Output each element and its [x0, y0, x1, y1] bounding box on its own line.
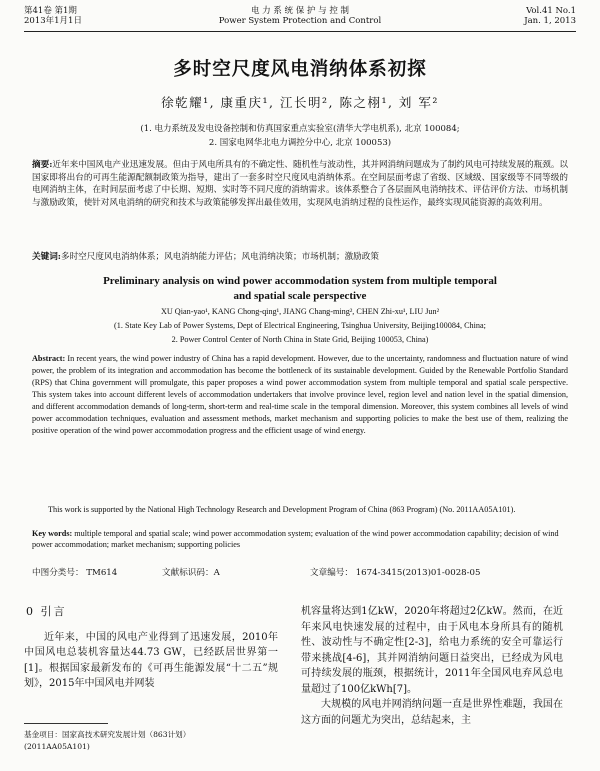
- support-note-en: This work is supported by the National High Technology Research and Development Program of China (863 Program) (No. 2011AA05A101).: [48, 505, 516, 514]
- funding-line2: (2011AA05A101): [24, 742, 90, 751]
- volume-issue: 第41卷 第1期: [24, 6, 77, 16]
- volume-issue-en: Vol.41 No.1: [526, 6, 576, 16]
- keywords-en: [32, 528, 568, 550]
- keywords-zh-label: 关键词:: [32, 252, 61, 262]
- affiliation-2: 2. 国家电网华北电力调控分中心, 北京 100053): [208, 138, 392, 148]
- affiliation-en-1: (1. State Key Lab of Power Systems, Dept of Electrical Engineering, Tsinghua University, Beijing100084, China;: [114, 321, 486, 330]
- author-list-en: XU Qian-yao¹, KANG Chong-qing¹, JIANG Chang-ming², CHEN Zhi-xu¹, LIU Jun²: [160, 307, 440, 316]
- header-rule: [24, 31, 576, 32]
- article-number: 文章编号： 1674-3415(2013)01-0028-05: [310, 568, 481, 578]
- body-paragraph: 大规模的风电并网消纳问题一直是世界性难题，我国在这方面的问题尤为突出，总结起来，主: [301, 699, 563, 726]
- clc-number: 中图分类号： TM614: [32, 568, 118, 578]
- abstract-zh-text: 近年来中国风电产业迅速发展。但由于风电所具有的不确定性、随机性与波动性，其并网消纳问题成为了制约风电可持续发展的瓶颈。以国家即将出台的可再生能源配额制政策为指导，建出了一套多时空尺度风电消纳体系。在空间层面考虑了省级、区域级、国家级等不同等级的电网消纳主体，在时间层面考虑了中长期、短期、实时等不同尺度的消纳需求。该体系整合了各层面风电消纳技术、评估评价方法、市场机制与激励政策，使针对风电消纳的研究和技术与政策能够发挥出最佳效用，实现风电消纳过程的良性运作，最终实现风能资源的高效利用。: [32, 160, 569, 208]
- funding-line1: 基金项目：国家高技术研究发展计划（863计划）: [24, 730, 191, 739]
- keywords-zh: [32, 251, 568, 263]
- abstract-en-label: Abstract:: [32, 354, 66, 363]
- header-right: [456, 6, 576, 26]
- keywords-zh-text: 多时空尺度风电消纳体系；风电消纳能力评估；风电消纳决策；市场机制；激励政策: [60, 252, 379, 262]
- affiliations: [0, 122, 600, 150]
- journal-name-zh: 电 力 系 统 保 护 与 控 制: [250, 6, 350, 16]
- abstract-en: [32, 353, 568, 437]
- document-code: 文献标识码：A: [162, 568, 220, 578]
- section-heading-intro: 0 引言: [26, 605, 67, 618]
- abstract-zh: [32, 159, 568, 209]
- issue-date-en: Jan. 1, 2013: [524, 16, 576, 26]
- abstract-zh-label: 摘要:: [32, 160, 53, 170]
- affiliation-1: (1. 电力系统及发电设备控制和仿真国家重点实验室(清华大学电机系), 北京 100084;: [140, 124, 460, 134]
- body-paragraph: 近年来，中国的风电产业得到了迅速发展，2010年中国风电总装机容量达44.73 GW，已经跃居世界第一[1]。根据国家最新发布的《可再生能源发展“十二五”规划》，2015年中国风电并网装: [24, 631, 278, 689]
- author-list: 徐乾耀¹, 康重庆¹, 江长明², 陈之栩¹, 刘 军²: [161, 95, 439, 110]
- funding-footnote: [24, 729, 278, 753]
- body-right-column: [301, 604, 563, 728]
- title-en-line1: Preliminary analysis on wind power accommodation system from multiple temporal: [103, 275, 497, 287]
- abstract-en-text: In recent years, the wind power industry of China has a rapid development. However, due to the uncertainty, randomness and fluctuation nature of wind power, the problem of its integration and accommodation has become the bottleneck of its sustainable development. Guided by the Renewable Portfolio Standard (RPS) that China government will promulgate, this paper proposes a wind power accommodation system from multiple temporal and spatial scale perspective. This system takes into account different levels of accommodation undertakers that involve province level, region level and nation level in the spatial dimension, and different accommodation demands of long-term, short-term and real-time scale in the temporal dimension. Moreover, this system combines all levels of wind power accommodation techniques, evaluation and assessment methods, market mechanism and supporting policies to make the best use of them, realizing the positive operation of the wind power accommodation progress and the efficient usage of wind energy.: [32, 354, 569, 435]
- journal-header: [24, 4, 576, 32]
- body-paragraph: 机容量将达到1亿kW，2020年将超过2亿kW。然而，在近年来风电快速发展的过程中，由于风电本身所具有的随机性、波动性与不确定性[2-3]，给电力系统的安全可靠运行带来挑战[4-6]，其并网消纳问题日益突出，已经成为风电可持续发展的瓶颈，根据统计，2011年全国风电弃风总电量超过了100亿kWh[7]。: [301, 606, 563, 695]
- paper-title-en: [0, 274, 600, 304]
- footnote-rule: [24, 723, 108, 724]
- affiliation-en-2: 2. Power Control Center of North China in State Grid, Beijing 100053, China): [171, 335, 429, 344]
- keywords-en-label: Key words:: [32, 529, 73, 538]
- keywords-en-text: multiple temporal and spatial scale; wind power accommodation system; evaluation of the wind power accommodation capability; decision of wind power accommodation; market mechanism; supporting policies: [32, 529, 559, 549]
- paper-title: 多时空尺度风电消纳体系初探: [173, 59, 427, 80]
- issue-date: 2013年1月1日: [24, 16, 82, 26]
- title-en-line2: and spatial scale perspective: [233, 290, 367, 302]
- body-left-column: [24, 604, 278, 692]
- journal-name-en: Power System Protection and Control: [218, 16, 382, 26]
- affiliations-en: [0, 319, 600, 347]
